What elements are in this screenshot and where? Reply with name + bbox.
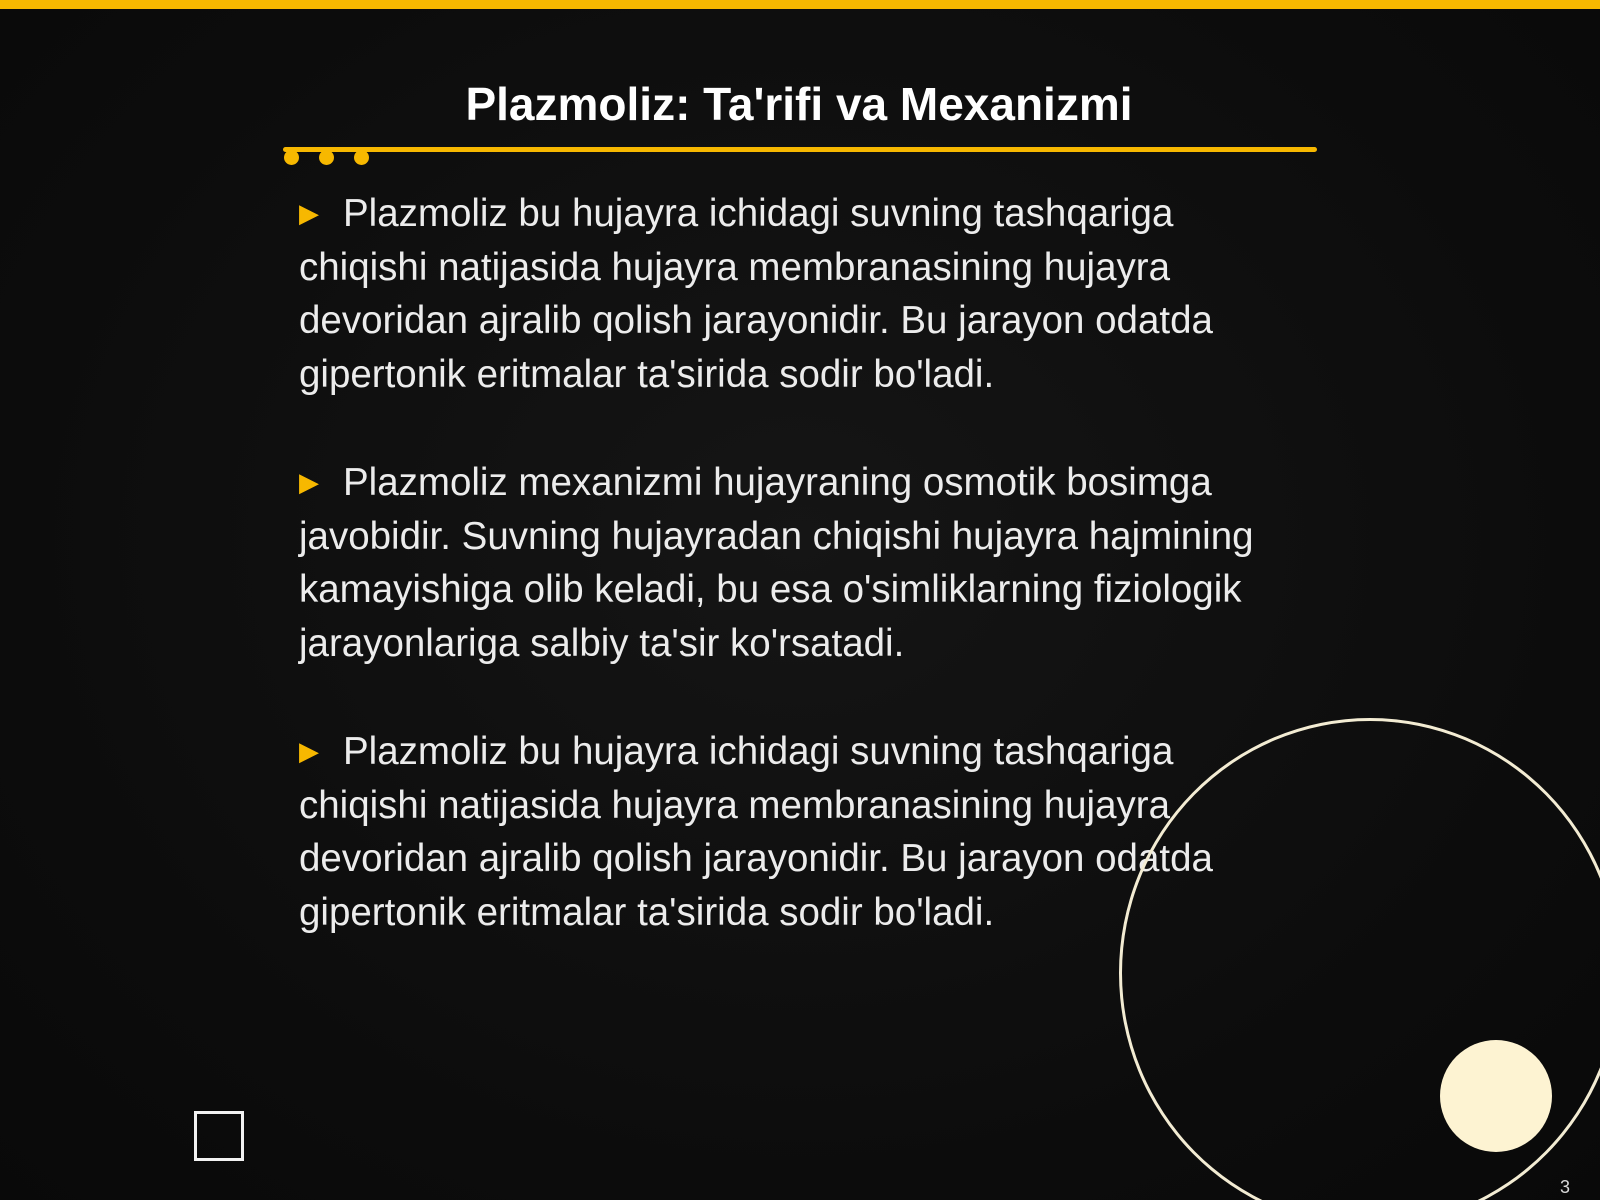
decor-dot xyxy=(284,150,299,165)
bullet-item xyxy=(299,187,1299,401)
bullet-item xyxy=(299,456,1299,670)
decor-outline-square xyxy=(194,1111,244,1161)
slide-title: Plazmoliz: Ta'rifi va Mexanizmi xyxy=(465,78,1133,130)
bullet-text: Plazmoliz bu hujayra ichidagi suvning tashqariga chiqishi natijasida hujayra membranasining hujayra devoridan ajralib qolish jarayonidir. Bu jarayon odatda gipertonik eritmalar ta'sirida sodir bo'ladi. xyxy=(299,730,1213,934)
decor-filled-circle xyxy=(1440,1040,1552,1152)
bullet-arrow-icon: ▶ xyxy=(299,198,319,228)
page-number: 3 xyxy=(1559,1177,1570,1197)
bullet-arrow-icon: ▶ xyxy=(299,736,319,766)
title-underline xyxy=(283,147,1317,152)
bullet-text: Plazmoliz mexanizmi hujayraning osmotik bosimga javobidir. Suvning hujayradan chiqishi hujayra hajmining kamayishiga olib keladi, bu esa o'simliklarning fiziologik jarayonlariga salbiy ta'sir ko'rsatadi. xyxy=(299,461,1254,665)
bullet-arrow-icon: ▶ xyxy=(299,467,319,497)
decor-dot xyxy=(319,150,334,165)
bullet-text: Plazmoliz bu hujayra ichidagi suvning tashqariga chiqishi natijasida hujayra membranasining hujayra devoridan ajralib qolish jarayonidir. Bu jarayon odatda gipertonik eritmalar ta'sirida sodir bo'ladi. xyxy=(299,192,1213,396)
decor-dot xyxy=(354,150,369,165)
top-accent-bar xyxy=(0,0,1600,9)
